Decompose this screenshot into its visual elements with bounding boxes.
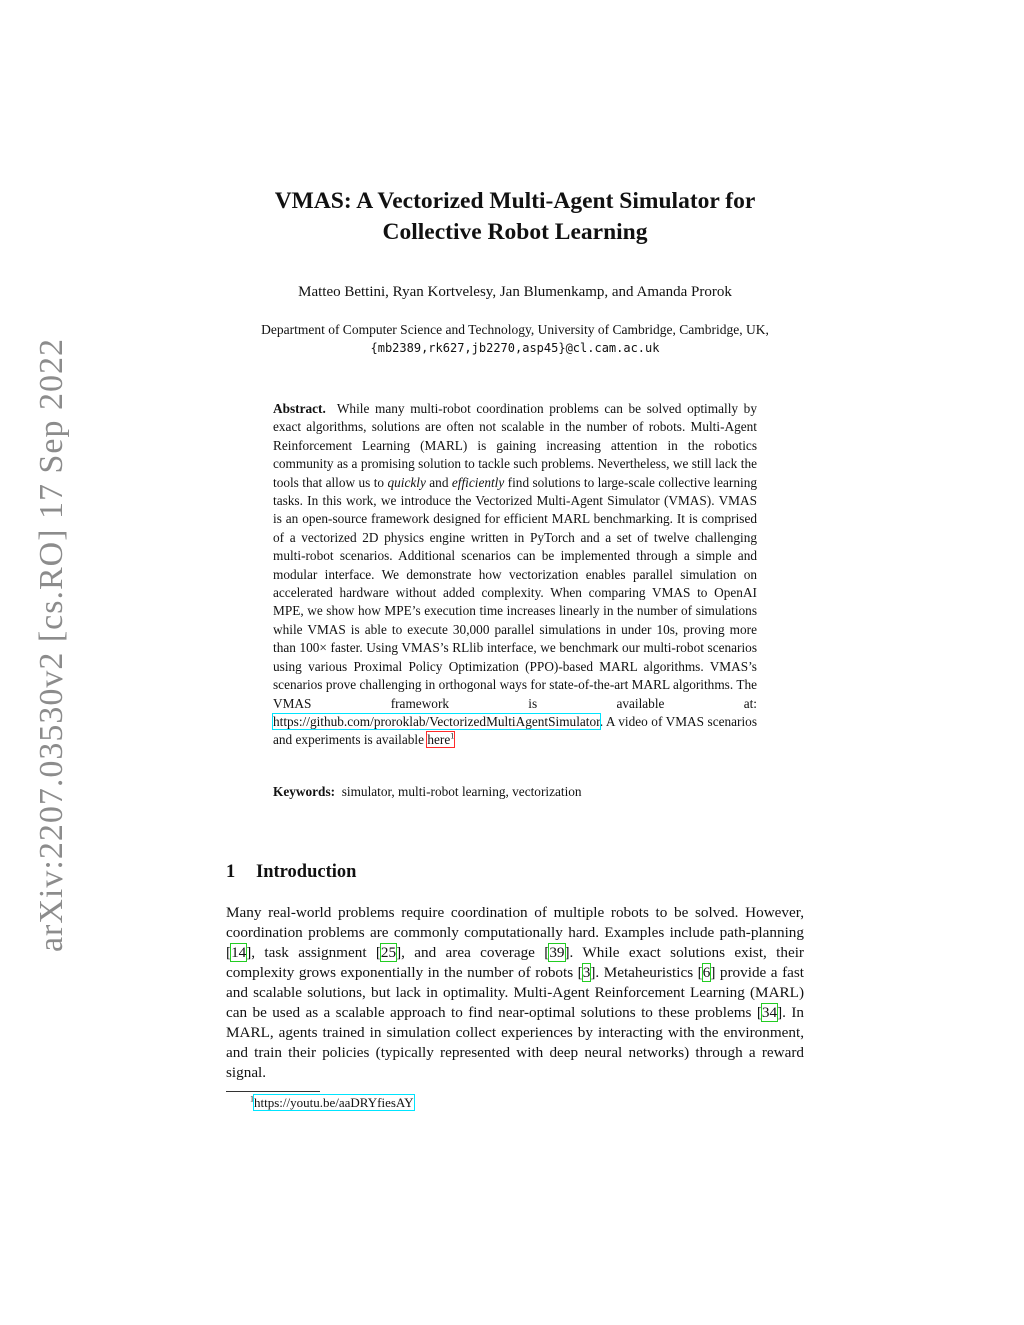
keywords-label: Keywords:: [273, 784, 336, 799]
keywords: [273, 784, 757, 800]
abstract-text-2: find solutions to large-scale collective learning tasks. In this work, we introduce the Vectorized Multi-Agent Simulator (VMAS). VMAS is an open-source framework designed for efficient MARL benchmarking. It is comprised of a vectorized 2D physics engine written in PyTorch and a set of twelve challenging multi-robot scenarios. Additional scenarios can be implemented through a simple and modular interface. We demonstrate how vectorization enables parallel simulation on accelerated hardware without added complexity. When comparing VMAS to OpenAI MPE, we show how MPE’s execution time increases linearly in the number of simulations while VMAS is able to execute 30,000 parallel simulations in under 10s, proving more than 100× faster. Using VMAS’s RLlib interface, we benchmark our multi-robot scenarios using various Proximal Policy Optimization (PPO)-based MARL algorithms. VMAS’s scenarios prove challenging in orthogonal ways for state-of-the-art MARL algorithms. The VMAS framework is available at:: [273, 474, 757, 711]
citation-link[interactable]: 3: [582, 964, 591, 981]
abstract-and: and: [429, 474, 449, 490]
intro-text-4: ]. While exact solutions exist, their complexity grows exponentially in the number of robots [: [226, 944, 804, 981]
footnote-divider: [226, 1091, 320, 1092]
video-here-link[interactable]: [427, 732, 454, 747]
intro-text-1: Many real-world problems require coordination of multiple robots to be solved. However, coordination problems are commonly computationally hard. Examples include path-planning [: [226, 904, 804, 961]
intro-text-6: ] provide a fast and scalable solutions, but lack in optimality. Multi-Agent Reinforcement Learning (MARL) can be used as a scalable approach to find near-optimal solutions to these problems [: [226, 964, 805, 1021]
affiliation: [200, 320, 830, 358]
intro-text-3: ], and area coverage [: [396, 944, 550, 961]
section-title: Introduction: [256, 862, 357, 882]
abstract-text-3: . A video of VMAS scenarios and experiments is available: [273, 713, 757, 748]
intro-text-7: ]. In MARL, agents trained in simulation collect experiences by interacting with the environment, and train their policies (typically represented with deep neural networks) through a reward signal.: [226, 1004, 804, 1081]
affiliation-text: Department of Computer Science and Technology, University of Cambridge, Cambridge, UK,: [261, 322, 769, 337]
title-line-2: Collective Robot Learning: [382, 219, 648, 245]
title-line-1: VMAS: A Vectorized Multi-Agent Simulator for: [274, 188, 756, 214]
author-emails: {mb2389,rk627,jb2270,asp45}@cl.cam.ac.uk: [370, 341, 660, 355]
abstract-emphasis-efficiently: efficiently: [451, 474, 505, 490]
video-here-label: here: [427, 732, 451, 748]
abstract-label: Abstract.: [273, 401, 326, 416]
citation-link[interactable]: 39: [549, 944, 565, 961]
abstract: [273, 400, 757, 750]
citation-link[interactable]: 25: [380, 944, 397, 961]
abstract-text-1: While many multi-robot coordination problems can be solved optimally by exact algorithms, solutions are often not scalable in the number of robots. Multi-Agent Reinforcement Learning (MARL) is gaining increasing attention in the robotics community as a promising solution to tackle such problems. Nevertheless, we still lack the tools that allow us to: [273, 401, 757, 490]
paper-title: [226, 186, 804, 248]
citation-link[interactable]: 34: [761, 1004, 778, 1021]
footnote: [250, 1095, 414, 1111]
intro-text-5: ]. Metaheuristics [: [590, 964, 703, 981]
author-list: Matteo Bettini, Ryan Kortvelesy, Jan Blumenkamp, and Amanda Prorok: [298, 284, 732, 300]
section-heading-introduction: [226, 862, 356, 883]
arxiv-stamp: arXiv:2207.03530v2 [cs.RO] 17 Sep 2022: [33, 337, 70, 953]
abstract-emphasis-quickly: quickly: [387, 474, 426, 490]
video-url-link[interactable]: https://youtu.be/aaDRYfiesAY: [254, 1095, 414, 1110]
introduction-paragraph: [226, 903, 804, 1083]
repo-link[interactable]: https://github.com/proroklab/VectorizedMultiAgentSimulator: [273, 713, 600, 729]
keywords-text: simulator, multi-robot learning, vectorization: [341, 784, 582, 799]
footnote-marker: 1: [450, 731, 455, 741]
citation-link[interactable]: 6: [702, 964, 711, 981]
citation-link[interactable]: 14: [231, 944, 247, 961]
intro-text-2: ], task assignment [: [246, 944, 381, 961]
section-number: 1: [226, 862, 236, 882]
footnote-number: 1: [250, 1094, 254, 1104]
